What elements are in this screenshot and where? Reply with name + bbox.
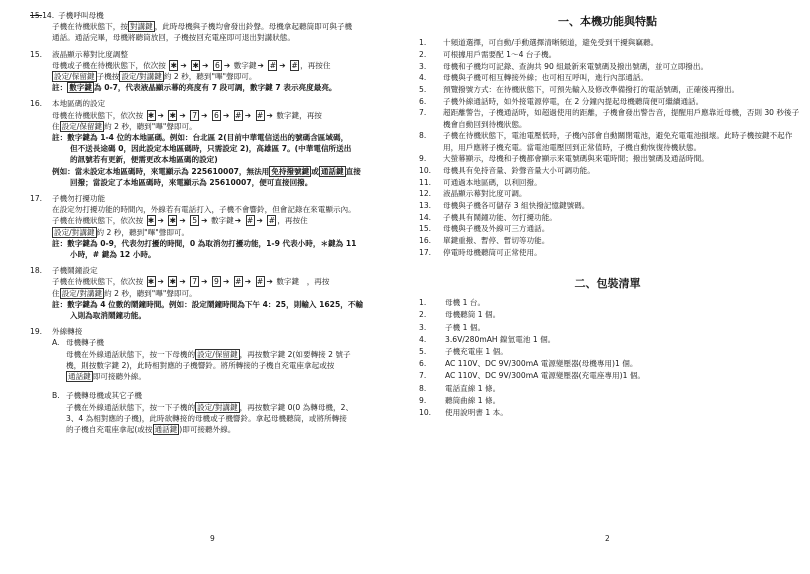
list-item	[415, 107, 800, 129]
key-star: ✱	[147, 216, 155, 226]
list-item-text: 子機 1 個。	[445, 322, 486, 332]
list-item-text: 母機聽筒 1 個。	[445, 310, 501, 320]
package-list	[415, 297, 800, 418]
key-digit: 9	[212, 276, 221, 287]
list-item-number: 3.	[419, 322, 427, 332]
list-item-number: 7.	[419, 371, 427, 381]
section-body: 子機在待機狀態下，按 對講鍵 ，此時母機與子機均會發出鈴聲。母機拿起聽筒即可與子機 通話。通話完畢，母機將聽筒放回，子機按回充電座即可退出對講狀態。	[52, 22, 353, 43]
list-item-number: 10.	[419, 408, 432, 418]
list-item-number: 7.	[419, 108, 427, 118]
section-body: 在設定勿打擾功能的時間內，外線若有電話打入，子機不會響鈴，但會記錄在來電顯示內。 子機在待機狀態下，依次按 ✱ ➔ ✱ ➔ 5 ➔ 數字鍵➔ # ➔ # ，再按住 設定/對講鍵 約 2 秒，聽到"嗶"聲即可。	[52, 205, 356, 237]
talk-key-label: 通話鍵	[154, 424, 178, 434]
list-item-number: 3.	[419, 61, 427, 71]
list-item-text: 母機與子機及外線可三方通話。	[443, 224, 550, 234]
arrow-icon: ➔	[244, 277, 252, 287]
list-item-number: 5.	[419, 85, 427, 95]
list-item	[415, 188, 800, 199]
note-continued: 但不送長途碼 0，因此設定本地區碼時，只需設定 2)，高雄區 7。(中華電信所送出	[70, 144, 352, 154]
section-number: 18.	[30, 266, 43, 276]
list-item-number: 12.	[419, 189, 432, 199]
subsection-b-heading: B. 子機轉母機或其它子機	[52, 391, 142, 401]
list-item-text: 十頻道選擇，可自動/手動選擇清晰頻道，避免受到干擾與竊聽。	[443, 38, 659, 48]
set-talk-key-label: 設定/對講鍵	[54, 227, 95, 237]
arrow-icon: ➔	[222, 277, 230, 287]
list-item	[415, 247, 800, 258]
arrow-icon: ➔	[244, 110, 252, 120]
list-item-number: 17.	[419, 247, 432, 257]
page-number: 2	[605, 533, 610, 543]
list-item-text: 聽筒曲線 1 條。	[445, 395, 501, 405]
arrow-icon: ➔	[157, 110, 164, 120]
note: 註：數字鍵為 1-4 位的本地區碼。例如：台北區 2(目前中華電信送出的號碼含區域碼，	[52, 133, 349, 143]
list-item-number: 9.	[419, 395, 427, 405]
list-item-number: 1.	[419, 298, 427, 308]
list-item-number: 14.	[419, 212, 432, 222]
note-continued: 入則為取消鬧鐘功能。	[70, 311, 146, 321]
key-hash: #	[268, 216, 275, 226]
arrow-icon: ➔	[234, 216, 242, 226]
list-item	[415, 96, 800, 107]
key-hash: #	[291, 60, 298, 70]
list-item-number: 8.	[419, 131, 427, 141]
list-item	[415, 235, 800, 246]
example-continued: 回撥；當設定了本地區碼時，來電顯示為 25610007，便可直接回撥。	[70, 177, 313, 187]
list-item-number: 6.	[419, 96, 427, 106]
list-item	[415, 61, 800, 72]
list-item-number: 4.	[419, 73, 427, 83]
section-18	[30, 265, 397, 321]
list-item	[415, 346, 800, 357]
arrow-icon: ➔	[201, 277, 208, 287]
list-item-text: AC 110V、DC 9V/300mA 電源變壓器(充電座專用)1 個。	[445, 371, 646, 381]
list-item-text: 子機具有鬧鐘功能、勿打擾功能。	[443, 212, 557, 222]
list-item-number: 2.	[419, 310, 427, 320]
section-title: 外線轉接	[52, 327, 83, 337]
subsection-a-body: 母機在外線通話狀態下，按一下母機的 設定/保留鍵 ，再按數字鍵 2(如要轉接 2 號子 機，則按數字鍵 2)，此時相對應的子機響鈴。將所轉接的子機自充電座拿起或按 通話鍵 即可接聽外線。	[66, 349, 351, 382]
list-item-number: 16.	[419, 236, 432, 246]
section-body: 母機或子機在待機狀態下，依次按 ✱ ➔ ✱ ➔ 6 ➔ 數字鍵➔ # ➔ # ，再按住 設定/保留鍵 子機按 設定/對講鍵 約 2 秒，聽到"嗶"聲即可。	[52, 60, 331, 82]
key-digit: 6	[213, 60, 222, 71]
key-digit: 6	[212, 110, 221, 121]
key-hash: #	[246, 216, 254, 226]
section-title: 本地區碼的設定	[52, 99, 106, 109]
talk-key-label: 通話鍵	[68, 372, 91, 382]
section-15	[30, 49, 397, 94]
key-star: ✱	[169, 277, 177, 287]
section-number: 16.	[30, 99, 43, 109]
list-item-text: 使用說明書 1 本。	[445, 408, 508, 418]
list-item	[415, 358, 800, 369]
key-digit: 5	[190, 215, 199, 226]
arrow-icon: ➔	[223, 60, 231, 70]
list-item-text: 子機在待機狀態下，電池電壓低時，子機內部會自動關閉電池，避免充電電池損壞。此時子機按鍵不起作用，用戶應將子機充電。當電池電壓回到正常值時，子機自動恢復待機狀態。	[443, 131, 793, 152]
section-title: 液晶顯示幕對比度調整	[52, 49, 128, 59]
arrow-icon: ➔	[279, 60, 286, 70]
arrow-icon: ➔	[257, 60, 264, 70]
section-number: 15.14.	[30, 11, 55, 20]
talk-key-label: 對講鍵	[129, 22, 153, 32]
key-star: ✱	[147, 110, 155, 120]
list-item	[415, 212, 800, 223]
note-continued: 的訊號若有更新，便需更改本地區碼的設定)	[70, 155, 218, 165]
key-digit: 7	[190, 276, 199, 287]
section-number: 19.	[30, 327, 43, 337]
list-item	[415, 130, 800, 152]
list-item-number: 9.	[419, 154, 427, 164]
list-item-text: 預覽撥號方式：在待機狀態下，可預先輸入及修改準備撥打的電話號碼，正確後再撥出。	[443, 85, 740, 95]
digit-key-label: 數字鍵	[69, 83, 92, 93]
list-item-text: 超距離警告，子機通話時，如超過使用的距離，子機會發出警告音，提醒用戶應靠近母機，否則 30 秒後子機會自動回到待機狀態。	[443, 108, 800, 129]
list-item-text: 母機與子機可相互轉接外線；也可相互呼叫，進行內部通話。	[443, 73, 649, 83]
list-item-number: 4.	[419, 334, 427, 344]
key-star: ✱	[170, 60, 178, 70]
arrow-icon: ➔	[157, 216, 164, 226]
set-hold-key-label: 設定/保留鍵	[61, 121, 103, 131]
handsfree-key-label: 免持撥號鍵	[271, 166, 310, 176]
list-item-text: 母機和子機均可記錄、查詢共 90 組最新來電號碼及撥出號碼，並可立即撥出。	[443, 61, 709, 71]
list-item-text: 母機具有免持音量、鈴聲音量大小可調功能。	[443, 165, 595, 175]
list-item	[415, 383, 800, 394]
list-item	[415, 153, 800, 164]
key-hash: #	[235, 110, 242, 120]
key-star: ✱	[169, 110, 177, 120]
list-item	[415, 84, 800, 95]
list-item-text: 大螢幕顯示，母機和子機都會顯示來電號碼與來電時間；撥出號碼及通話時間。	[443, 154, 709, 164]
list-item-text: 3.6V/280mAH 鎳氫電池 1 個。	[445, 334, 556, 344]
key-hash: #	[235, 277, 242, 287]
example: 例如：當未設定本地區碼時，來電顯示為 225610007，無法用 免持撥號鍵 或 通話鍵 直接	[52, 166, 361, 176]
list-item-number: 8.	[419, 383, 427, 393]
right-page	[405, 0, 810, 574]
list-item	[415, 223, 800, 234]
section-14	[30, 10, 397, 44]
section-19	[30, 326, 397, 435]
section-body: 子機在待機狀態下，依次按 ✱ ➔ ✱ ➔ 7 ➔ 9 ➔ # ➔ # ➔ 數字鍵 ，再按 住 設定/對講鍵 約 2 秒，聽到"嗶"聲即可。	[52, 277, 330, 298]
list-item	[415, 177, 800, 188]
set-hold-key-label: 設定/保留鍵	[54, 72, 95, 82]
list-item-number: 13.	[419, 201, 432, 211]
list-item	[415, 334, 800, 345]
list-item-number: 11.	[419, 177, 432, 187]
features-list	[415, 37, 800, 258]
talk-key-label: 通話鍵	[320, 166, 344, 176]
list-item-number: 5.	[419, 347, 427, 357]
list-item-number: 2.	[419, 49, 427, 59]
key-star: ✱	[147, 277, 155, 287]
note-continued: 小時，# 鍵為 12 小時。	[70, 250, 156, 260]
key-star: ✱	[192, 60, 199, 70]
section-17	[30, 193, 397, 260]
list-item	[415, 395, 800, 406]
list-item	[415, 49, 800, 60]
section-title: 子機勿打擾功能	[52, 194, 106, 204]
list-item	[415, 37, 800, 48]
list-item-number: 10.	[419, 165, 432, 175]
arrow-icon: ➔	[180, 60, 187, 70]
list-item-text: 液晶顯示幕對比度可調。	[443, 189, 527, 199]
section-title: 子機鬧鐘設定	[52, 266, 98, 276]
key-hash: #	[256, 277, 264, 287]
package-heading: 二、包裝清單	[574, 277, 641, 291]
arrow-icon: ➔	[179, 277, 186, 287]
section-number: 15.	[30, 49, 43, 59]
list-item-text: AC 110V、DC 9V/300mA 電源變壓器(母機專用)1 個。	[445, 359, 638, 369]
arrow-icon: ➔	[266, 110, 273, 120]
arrow-icon: ➔	[179, 110, 186, 120]
set-talk-key-label: 設定/對講鍵	[61, 288, 103, 298]
note: 註：數字鍵為 4 位數的鬧鐘時間。例如：設定鬧鐘時間為下午 4：25，則輸入 1625，不輸	[52, 299, 364, 309]
arrow-icon: ➔	[256, 216, 263, 226]
arrow-icon: ➔	[179, 216, 186, 226]
section-body: 母機在待機狀態下，依次按 ✱ ➔ ✱ ➔ 7 ➔ 6 ➔ # ➔ # ➔ 數字鍵，再按 住 設定/保留鍵 約 2 秒，聽到"嗶"聲即可。	[52, 110, 322, 131]
key-star: ✱	[169, 216, 177, 226]
list-item-text: 電話直線 1 條。	[445, 383, 501, 393]
arrow-icon: ➔	[201, 110, 208, 120]
list-item-text: 可根據用戶需要配 1～4 台子機。	[443, 49, 557, 59]
list-item-text: 母機 1 台。	[445, 298, 486, 308]
page-number: 9	[210, 533, 215, 543]
list-item-text: 可通過本地區碼，以利回撥。	[443, 177, 542, 187]
section-number: 17.	[30, 194, 43, 204]
note: 註： 數字鍵 為 0-7，代表液晶顯示幕的亮度有 7 段可調，數字鍵 7 表示亮度最亮。	[52, 83, 337, 93]
list-item-text: 子機充電座 1 個。	[445, 347, 508, 357]
list-item-text: 母機與子機各可儲存 3 組快撥記憶鍵號碼。	[443, 201, 590, 211]
list-item-text: 停電時母機聽筒可正常使用。	[443, 247, 542, 257]
arrow-icon: ➔	[157, 277, 164, 287]
list-item	[415, 407, 800, 418]
key-hash: #	[256, 110, 264, 120]
list-item	[415, 72, 800, 83]
list-item-number: 6.	[419, 359, 427, 369]
list-item-number: 15.	[419, 224, 432, 234]
subsection-a-heading: A. 母機轉子機	[52, 338, 104, 348]
key-hash: #	[269, 60, 276, 70]
key-digit: 7	[190, 110, 199, 121]
set-talk-key-label: 設定/對講鍵	[197, 402, 238, 412]
set-talk-key-label: 設定/對講鍵	[121, 72, 162, 82]
list-item	[415, 200, 800, 211]
note: 註：數字鍵為 0-9，代表勿打擾的時間，0 為取消勿打擾功能，1-9 代表小時，＊鍵為 11	[52, 238, 357, 248]
list-item	[415, 297, 800, 308]
subsection-b-body: 子機在外線通話狀態下，按一下子機的 設定/對講鍵 ，再按數字鍵 0(0 為轉母機，2、 3、4 為相對應的子機)，此時欲轉接的母機或子機響鈴。拿起母機聽筒，或將所轉接 的子機自充電座拿起(或按 通話鍵 )即可接聽外線。	[66, 402, 354, 434]
section-title: 子機呼叫母機	[58, 11, 104, 20]
list-item	[415, 370, 800, 381]
list-item	[415, 322, 800, 333]
arrow-icon: ➔	[222, 110, 230, 120]
features-heading: 一、本機功能與特點	[558, 15, 657, 28]
list-item-text: 子機外線通話時，如外接電源停電，在 2 分鐘內提起母機聽筒便可繼續通話。	[443, 96, 704, 106]
arrow-icon: ➔	[266, 277, 273, 287]
list-item-text: 單鍵重撥、暫停、暫切等功能。	[443, 236, 550, 246]
arrow-icon: ➔	[202, 60, 209, 70]
section-16	[30, 98, 397, 188]
list-item	[415, 309, 800, 320]
arrow-icon: ➔	[201, 216, 208, 226]
set-hold-key-label: 設定/保留鍵	[197, 349, 238, 359]
list-item	[415, 165, 800, 176]
list-item-number: 1.	[419, 38, 427, 48]
